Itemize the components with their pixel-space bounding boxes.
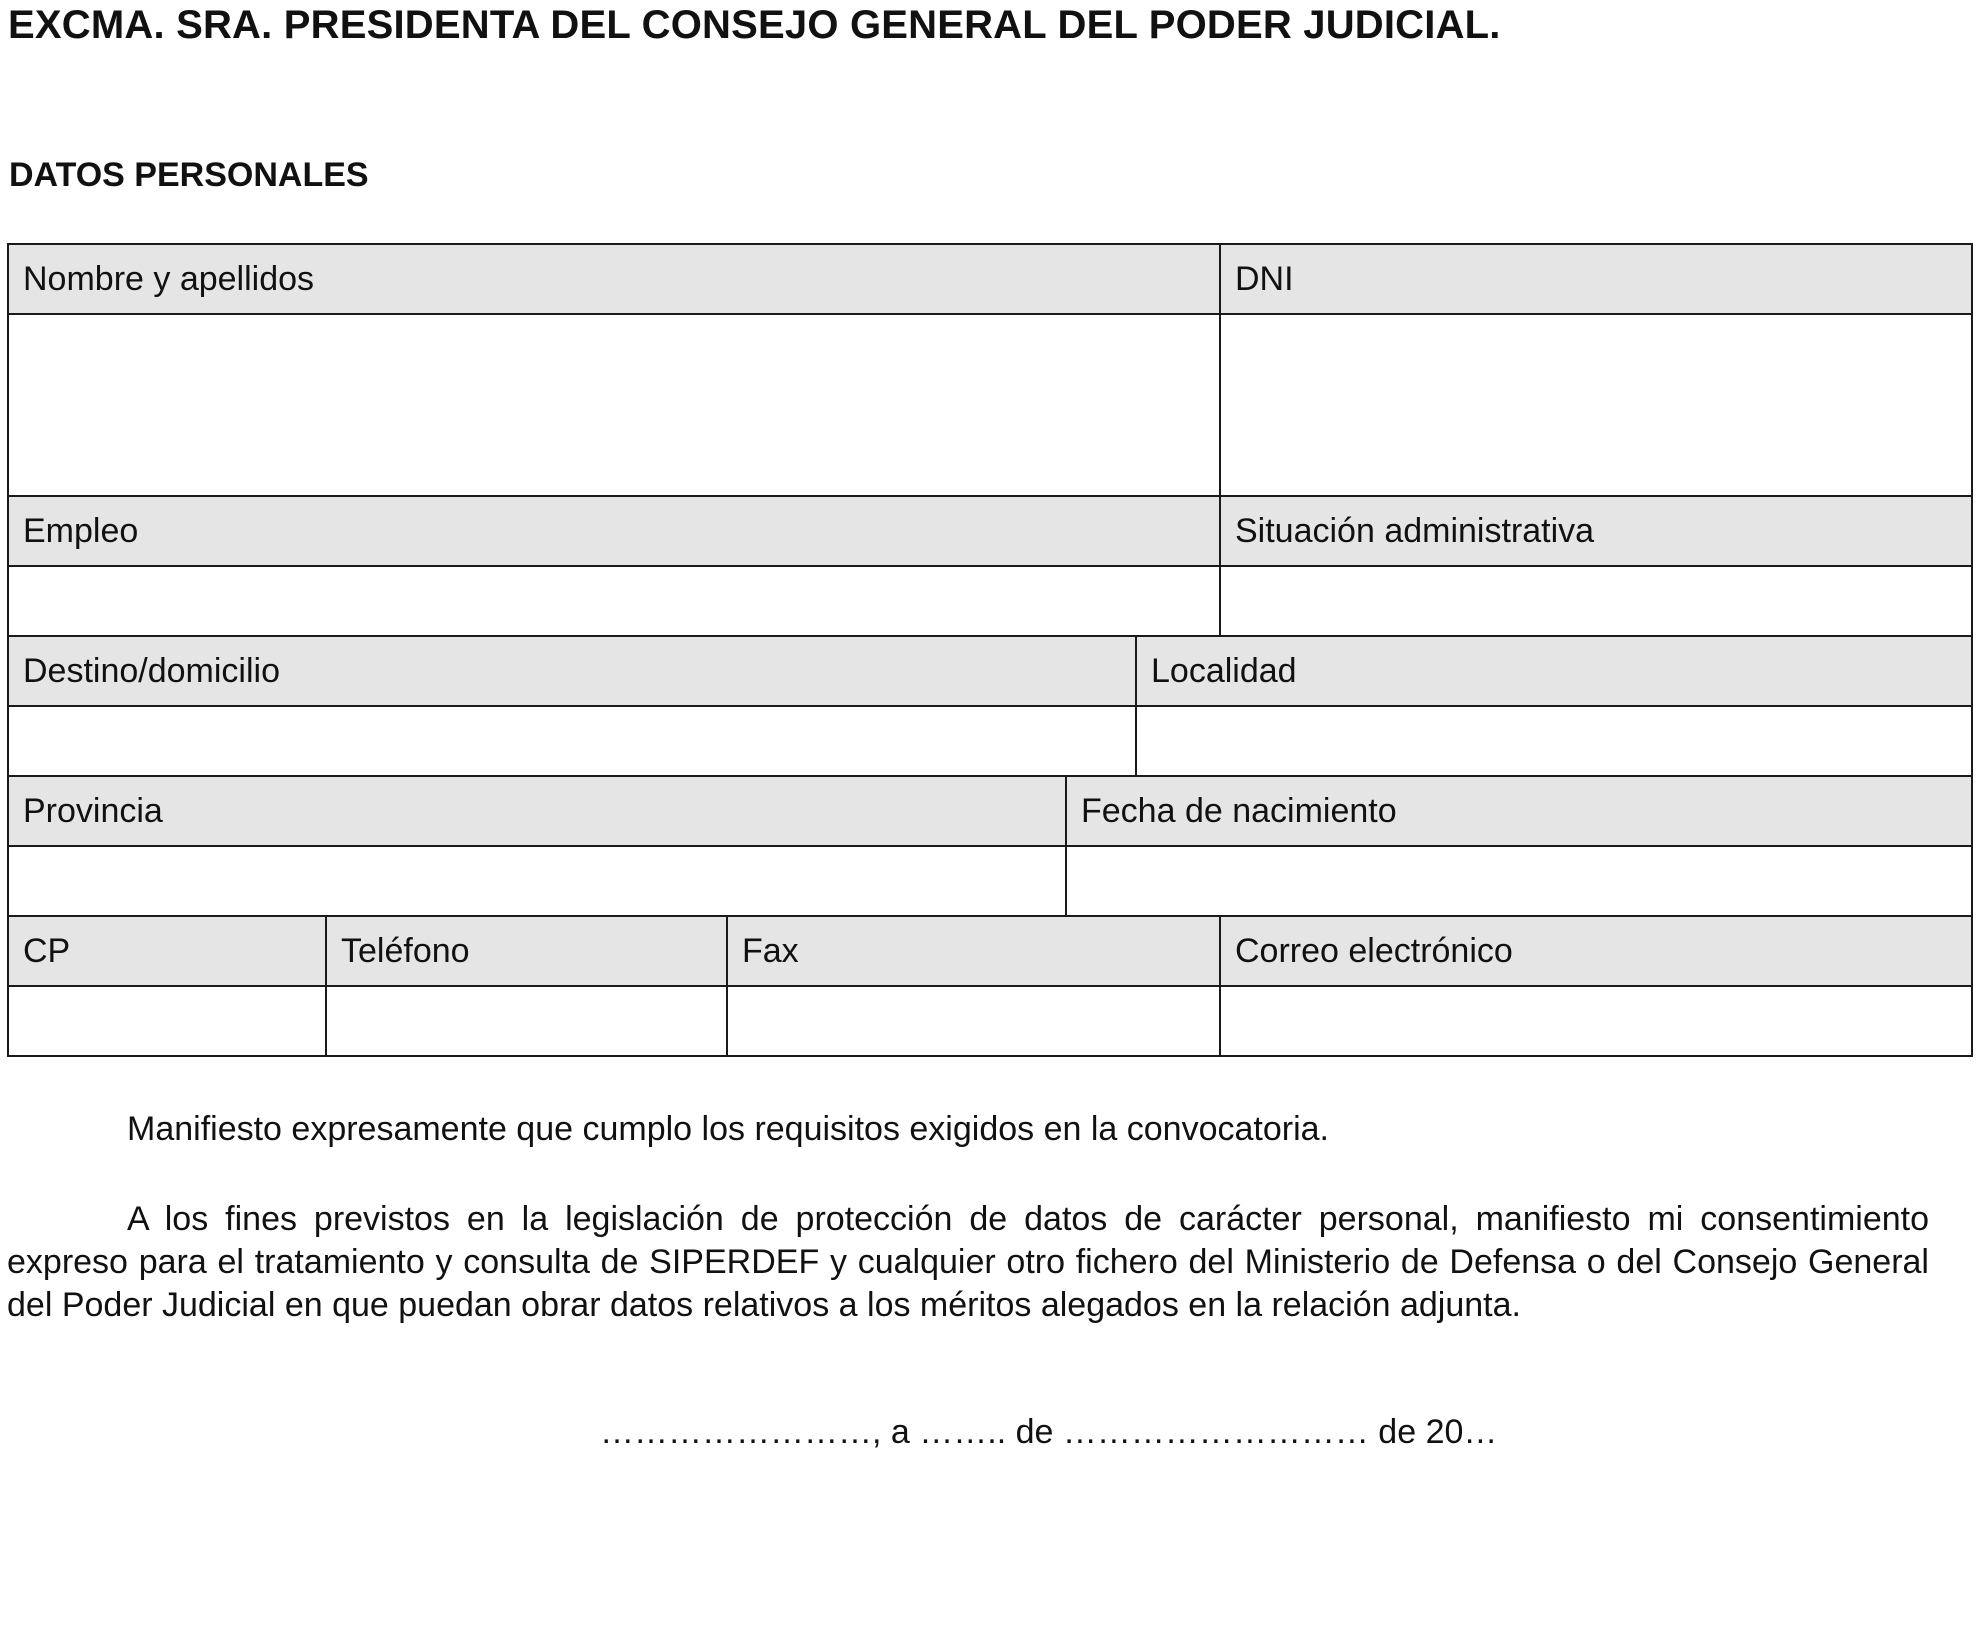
personal-data-table-2 xyxy=(7,635,1973,777)
table-row xyxy=(8,776,1972,846)
requirements-declaration: Manifiesto expresamente que cumplo los requisitos exigidos en la convocatoria. xyxy=(127,1110,1329,1148)
personal-data-form xyxy=(7,243,1971,1057)
personal-data-table-3 xyxy=(7,775,1973,917)
email-label: Correo electrónico xyxy=(1220,916,1972,986)
destination-field[interactable] xyxy=(8,706,1136,776)
email-field[interactable] xyxy=(1220,986,1972,1056)
table-row xyxy=(8,846,1972,916)
data-consent-declaration: A los fines previstos en la legislación de protección de datos de carácter personal, manifiesto mi consentimiento expreso para el tratamiento y consulta de SIPERDEF y cualquier otro fichero del Ministerio de Defensa o del Consejo General del Poder Judicial en que puedan obrar datos relativos a los méritos alegados en la relación adjunta. xyxy=(7,1200,1929,1324)
fax-label: Fax xyxy=(727,916,1220,986)
province-field[interactable] xyxy=(8,846,1066,916)
personal-data-table-4 xyxy=(7,915,1973,1057)
table-row xyxy=(8,566,1972,636)
table-row xyxy=(8,496,1972,566)
dni-field[interactable] xyxy=(1220,314,1972,496)
employment-field[interactable] xyxy=(8,566,1220,636)
postal-code-field[interactable] xyxy=(8,986,326,1056)
dni-label: DNI xyxy=(1220,244,1972,314)
section-title-personal-data: DATOS PERSONALES xyxy=(9,156,369,194)
personal-data-table-1 xyxy=(7,243,1973,637)
birth-date-label: Fecha de nacimiento xyxy=(1066,776,1972,846)
name-label: Nombre y apellidos xyxy=(8,244,1220,314)
table-row xyxy=(8,244,1972,314)
table-row xyxy=(8,916,1972,986)
table-row xyxy=(8,636,1972,706)
postal-code-label: CP xyxy=(8,916,326,986)
admin-status-field[interactable] xyxy=(1220,566,1972,636)
signature-date-line: ……………………, a …….. de ……………………… de 20… xyxy=(600,1413,1498,1451)
table-row xyxy=(8,986,1972,1056)
employment-label: Empleo xyxy=(8,496,1220,566)
phone-field[interactable] xyxy=(326,986,727,1056)
locality-field[interactable] xyxy=(1136,706,1972,776)
destination-label: Destino/domicilio xyxy=(8,636,1136,706)
locality-label: Localidad xyxy=(1136,636,1972,706)
name-field[interactable] xyxy=(8,314,1220,496)
province-label: Provincia xyxy=(8,776,1066,846)
phone-label: Teléfono xyxy=(326,916,727,986)
admin-status-label: Situación administrativa xyxy=(1220,496,1972,566)
table-row xyxy=(8,706,1972,776)
table-row xyxy=(8,314,1972,496)
birth-date-field[interactable] xyxy=(1066,846,1972,916)
document-title: EXCMA. SRA. PRESIDENTA DEL CONSEJO GENERAL DEL PODER JUDICIAL. xyxy=(8,3,1501,47)
fax-field[interactable] xyxy=(727,986,1220,1056)
